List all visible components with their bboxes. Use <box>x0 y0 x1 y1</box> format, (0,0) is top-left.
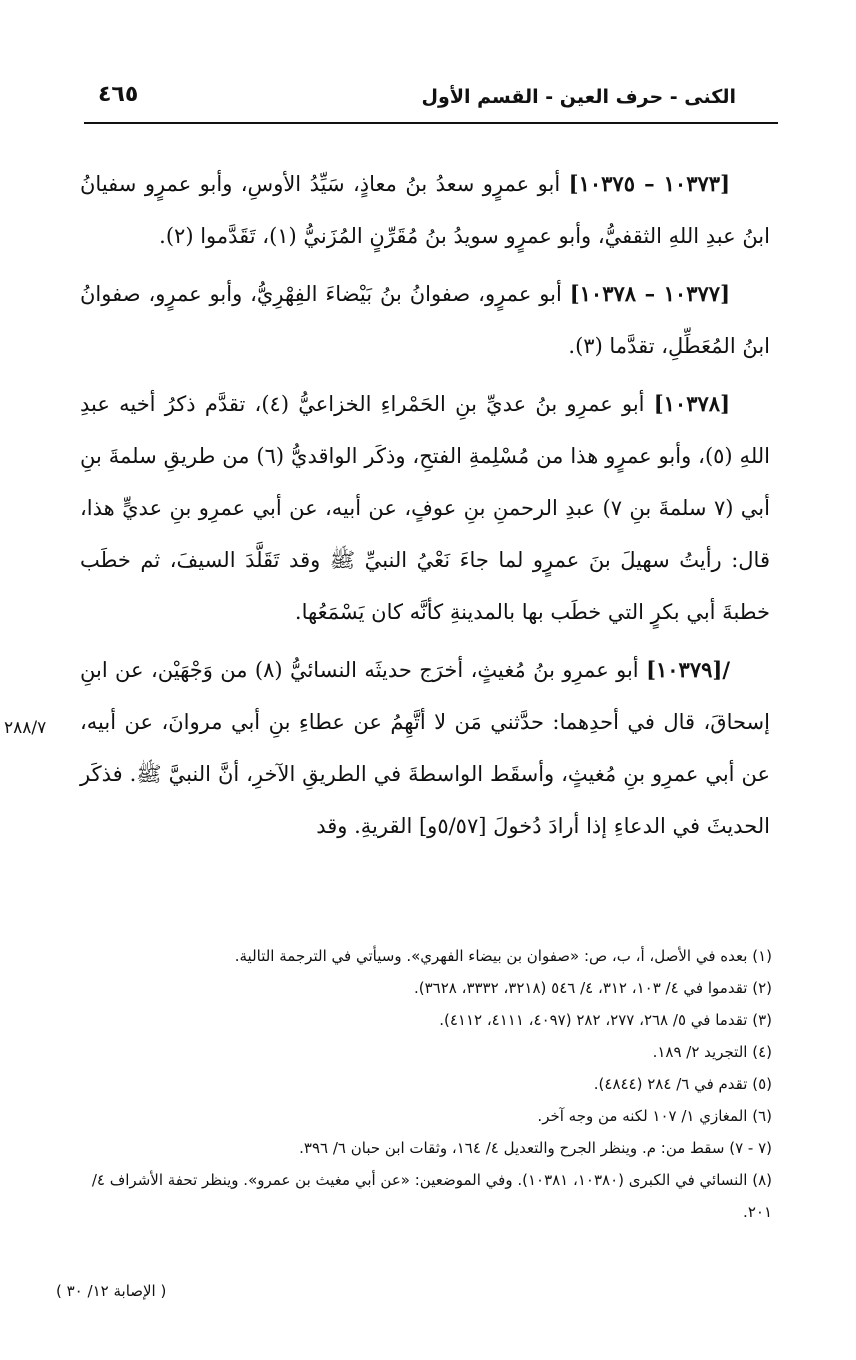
footnote: (٢) تقدموا في ٤/ ١٠٣، ٣١٢، ٤/ ٥٤٦ (٣٢١٨، ٣٣٣٢، ٣٦٢٨). <box>413 979 772 997</box>
header-rule <box>84 122 778 124</box>
entry-text: أبو عمرِو بنُ مُغيثٍ، أخرَج حديثَه النسائيُّ (٨) من وَجْهَيْن، عن ابنِ إسحاقَ، قال في أحدِهما: حدَّثني مَن لا أتَّهِمُ عن عطاءِ بنِ أبي مروانَ، عن أبيه، عن أبي عمرِو بنِ مُغيثٍ، وأسقَط الواسطةَ في الطريقِ الآخرِ، أنَّ النبيَّ ﷺ. فذكَر الحديثَ في الدعاءِ إذا أرادَ دُخولَ [٥/٥٧و] القريةِ. وقد <box>80 658 770 838</box>
entry-paragraph <box>80 268 770 372</box>
entry-number: [١٠٣٧٧ – ١٠٣٧٨] <box>569 281 730 306</box>
footnotes <box>82 940 772 1228</box>
entry-number: [١٠٣٧٨] <box>653 391 730 416</box>
entry-paragraph <box>80 378 770 638</box>
entry-number: [١٠٣٧٣ – ١٠٣٧٥] <box>568 171 730 196</box>
running-header <box>86 82 776 118</box>
footnote: (٥) تقدم في ٦/ ٢٨٤ (٤٨٤٤). <box>593 1075 772 1093</box>
page-number: ٤٦٥ <box>98 82 139 107</box>
footnote: (٤) التجريد ٢/ ١٨٩. <box>652 1043 772 1061</box>
entry-text: أبو عمرِو بنُ عديِّ بنِ الحَمْراءِ الخزاعيُّ (٤)، تقدَّم ذكرُ أخيه عبدِ اللهِ (٥)، وأبو عمرٍو هذا من مُسْلِمةِ الفتحِ، وذكَر الواقديُّ (٦) من طريقِ سلمةَ بنِ أبي (٧ سلمةَ بنِ ٧) عبدِ الرحمنِ بنِ عوفٍ، عن أبيه، عن أبي عمرِو بنِ عديٍّ هذا، قال: رأيتُ سهيلَ بنَ عمرٍو لما جاءَ نَعْيُ النبيِّ ﷺ وقد تَقَلَّدَ السيفَ، ثم خطَب خطبةَ أبي بكرٍ التي خطَب بها بالمدينةِ كأنَّه كان يَسْمَعُها. <box>80 392 770 624</box>
entry-paragraph <box>80 158 770 262</box>
entry-paragraph <box>80 644 770 852</box>
entry-text: أبو عمرٍو سعدُ بنُ معاذٍ، سَيِّدُ الأوسِ، وأبو عمرٍو سفيانُ ابنُ عبدِ اللهِ الثقفيُّ، وأبو عمرٍو سويدُ بنُ مُقَرِّنٍ المُزَنيُّ (١)، تَقَدَّموا (٢). <box>80 172 770 248</box>
header-title: الكنى - حرف العين - القسم الأول <box>421 86 736 108</box>
footer-reference: ( الإصابة ١٢/ ٣٠ ) <box>56 1282 167 1300</box>
entry-text: أبو عمرٍو، صفوانُ بنُ بَيْضاءَ الفِهْرِيُّ، وأبو عمرٍو، صفوانُ ابنُ المُعَطِّلِ، تقدَّما (٣). <box>80 282 770 358</box>
footnote: (٨) النسائي في الكبرى (١٠٣٨٠، ١٠٣٨١). وفي الموضعين: «عن أبي مغيث بن عمرو». وينظر تحفة الأشراف ٤/ ٢٠١. <box>91 1171 772 1221</box>
main-text <box>80 158 770 858</box>
margin-reference: ٢٨٨/٧ <box>4 718 47 738</box>
footnote: (٧ - ٧) سقط من: م. وينظر الجرح والتعديل ٤/ ١٦٤، وثقات ابن حبان ٦/ ٣٩٦. <box>299 1139 772 1157</box>
footnote: (١) بعده في الأصل، أ، ب، ص: «صفوان بن بيضاء الفهري». وسيأتي في الترجمة التالية. <box>234 947 772 965</box>
entry-number: /[١٠٣٧٩] <box>646 657 731 682</box>
footnote: (٣) تقدما في ٥/ ٢٦٨، ٢٧٧، ٢٨٢ (٤٠٩٧، ٤١١١، ٤١١٢). <box>439 1011 772 1029</box>
footnote: (٦) المغازي ١/ ١٠٧ لكنه من وجه آخر. <box>537 1107 772 1125</box>
